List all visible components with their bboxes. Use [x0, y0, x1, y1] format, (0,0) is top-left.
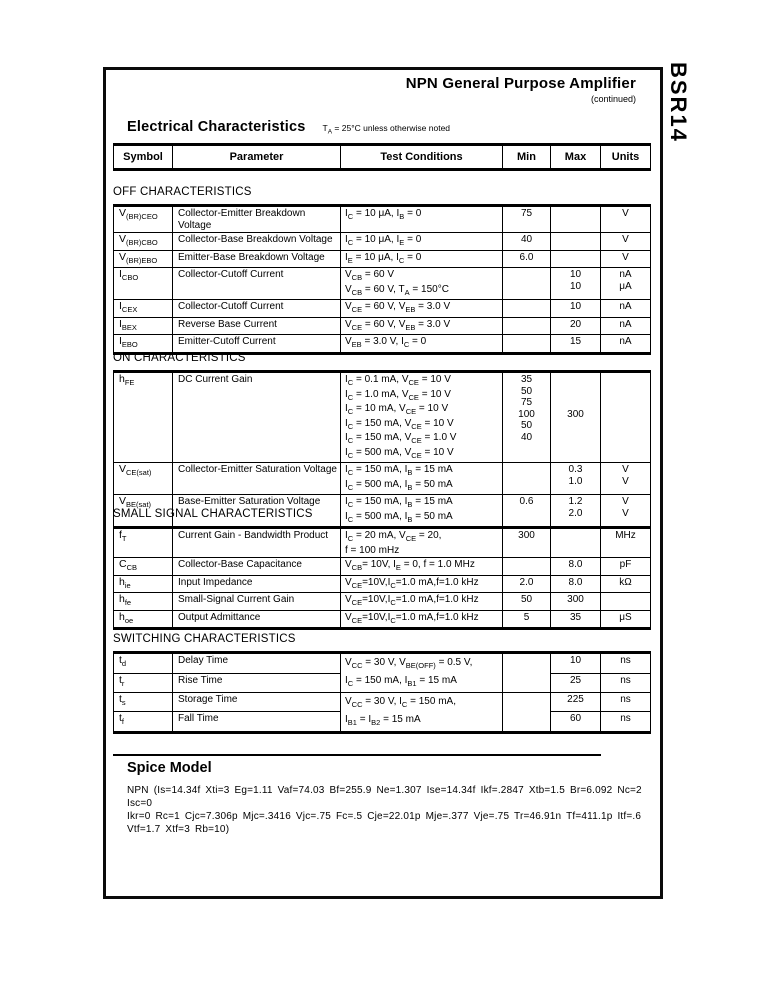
units-cell: V V	[601, 495, 651, 528]
min-cell: 50	[503, 593, 551, 611]
symbol-cell: $h_{FE}$	[114, 372, 173, 463]
symbol-cell: $h_{oe}$	[114, 610, 173, 629]
spec-row	[114, 206, 651, 233]
spec-row	[114, 268, 651, 300]
symbol-cell: $I_{EBO}$	[114, 335, 173, 354]
test-conditions-cell: $V_{CC} = 30$ V, $V_{BE(OFF)} = 0.5$ V, $I_C = 150$ mA, $I_{B1} = 15$ mA	[341, 653, 503, 693]
spice-model-text	[127, 784, 647, 836]
units-cell: ns	[601, 673, 651, 692]
spec-row	[114, 317, 651, 335]
units-cell: μS	[601, 610, 651, 629]
max-cell: 0.3 1.0	[551, 463, 601, 495]
section-title: SWITCHING CHARACTERISTICS	[113, 633, 296, 645]
min-cell: 0.6	[503, 495, 551, 528]
min-cell	[503, 300, 551, 318]
units-cell	[601, 593, 651, 611]
max-cell: 8.0	[551, 575, 601, 593]
units-cell: nA	[601, 335, 651, 354]
electrical-characteristics-heading	[127, 119, 450, 136]
symbol-cell: $t_r$	[114, 673, 173, 692]
test-conditions-cell: $I_C = 150$ mA, $I_B = 15$ mA $I_C = 500$ mA, $I_B = 50$ mA	[341, 495, 503, 528]
spec-row	[114, 693, 651, 712]
spec-row	[114, 463, 651, 495]
symbol-cell: $t_d$	[114, 653, 173, 674]
test-conditions-cell: $I_C = 20$ mA, $V_{CE} = 20$, f = 100 mHz	[341, 528, 503, 558]
symbol-cell: $t_s$	[114, 693, 173, 712]
test-conditions-cell: $I_C = 150$ mA, $I_B = 15$ mA $I_C = 500$ mA, $I_B = 50$ mA	[341, 463, 503, 495]
max-cell	[551, 206, 601, 233]
max-cell: 300	[551, 372, 601, 463]
test-conditions-cell: $I_C = 10$ μA, $I_B = 0$	[341, 206, 503, 233]
column-header-parameter: Parameter	[173, 145, 341, 170]
max-cell: 300	[551, 593, 601, 611]
min-cell: 35 50 75 100 50 40	[503, 372, 551, 463]
column-header-max: Max	[551, 145, 601, 170]
min-cell: 5	[503, 610, 551, 629]
page-content	[106, 70, 660, 896]
min-cell	[503, 317, 551, 335]
section-off-characteristics	[113, 186, 651, 355]
parameter-cell: Collector-Cutoff Current	[173, 300, 341, 318]
units-cell: kΩ	[601, 575, 651, 593]
part-number-vertical: BSR14	[666, 62, 691, 143]
parameter-cell: Collector-Base Capacitance	[173, 558, 341, 576]
section-title: SMALL SIGNAL CHARACTERISTICS	[113, 508, 313, 520]
units-cell: nA	[601, 300, 651, 318]
parameter-cell: Collector-Emitter Breakdown Voltage	[173, 206, 341, 233]
min-cell: 75	[503, 206, 551, 233]
test-conditions-cell: $V_{CC} = 30$ V, $I_C = 150$ mA, $I_{B1} = I_{B2} = 15$ mA	[341, 693, 503, 733]
parameter-cell: Emitter-Base Breakdown Voltage	[173, 250, 341, 268]
symbol-cell: $C_{CB}$	[114, 558, 173, 576]
section-title: ON CHARACTERISTICS	[113, 352, 246, 364]
units-cell: V	[601, 233, 651, 251]
units-cell: V	[601, 206, 651, 233]
units-cell: ns	[601, 693, 651, 712]
max-cell: 60	[551, 712, 601, 733]
max-cell: 10	[551, 300, 601, 318]
max-cell: 35	[551, 610, 601, 629]
max-cell: 25	[551, 673, 601, 692]
parameter-cell: Emitter-Cutoff Current	[173, 335, 341, 354]
min-cell: 2.0	[503, 575, 551, 593]
symbol-cell: $f_T$	[114, 528, 173, 558]
min-cell	[503, 653, 551, 693]
spec-row	[114, 653, 651, 674]
min-cell	[503, 268, 551, 300]
switching-characteristics-table-mount	[113, 651, 651, 734]
units-cell: V	[601, 250, 651, 268]
units-cell	[601, 372, 651, 463]
test-conditions-cell: $V_{CE}=10V,I_C=1.0$ mA,f=1.0 kHz	[341, 593, 503, 611]
max-cell	[551, 233, 601, 251]
parameter-cell: Rise Time	[173, 673, 341, 692]
max-cell: 225	[551, 693, 601, 712]
symbol-cell: $V_{(BR)CEO}$	[114, 206, 173, 233]
spice-model-line: Ikr=0 Rc=1 Cjc=7.306p Mjc=.3416 Vjc=.75 Fc=.5 Cje=22.01p Mje=.377 Vje=.75 Tr=46.91n Tf=411.1p Itf=.6	[127, 811, 642, 822]
max-cell: 8.0	[551, 558, 601, 576]
symbol-cell: $h_{ie}$	[114, 575, 173, 593]
parameter-cell: Collector-Emitter Saturation Voltage	[173, 463, 341, 495]
test-conditions-cell: $I_C = 0.1$ mA, $V_{CE} = 10$ V $I_C = 1.0$ mA, $V_{CE} = 10$ V $I_C = 10$ mA, $V_{CE} = 10$ V $I_C = 150$ mA, $V_{CE} = 10$ V $I_C = 150$ mA, $V_{CE} = 1.0$ V $I_C = 500$ mA, $V_{CE} = 10$ V	[341, 372, 503, 463]
test-conditions-cell: $V_{CB}= 10V$, $I_E = 0$, f = 1.0 MHz	[341, 558, 503, 576]
units-cell: ns	[601, 712, 651, 733]
on-characteristics-table-mount	[113, 370, 651, 529]
max-cell: 10	[551, 653, 601, 674]
spec-row	[114, 610, 651, 629]
page-title: NPN General Purpose Amplifier	[405, 75, 636, 92]
units-cell: ns	[601, 653, 651, 674]
off-characteristics-table-mount	[113, 204, 651, 355]
test-conditions-cell: $V_{CE} = 60$ V, $V_{EB} = 3.0$ V	[341, 317, 503, 335]
test-conditions-cell: $V_{CE} = 60$ V, $V_{EB} = 3.0$ V	[341, 300, 503, 318]
section-small-signal-characteristics	[113, 508, 651, 630]
symbol-cell: $V_{(BR)EBO}$	[114, 250, 173, 268]
section-title: OFF CHARACTERISTICS	[113, 186, 252, 198]
section-on-characteristics	[113, 352, 651, 529]
min-cell	[503, 463, 551, 495]
spec-table	[113, 204, 651, 355]
max-cell: 1.2 2.0	[551, 495, 601, 528]
test-conditions-cell: $V_{CE}=10V,I_C=1.0$ mA,f=1.0 kHz	[341, 575, 503, 593]
max-cell: 10 10	[551, 268, 601, 300]
parameter-cell: Reverse Base Current	[173, 317, 341, 335]
column-header-table	[113, 143, 651, 171]
parameter-cell: Collector-Base Breakdown Voltage	[173, 233, 341, 251]
parameter-cell: Storage Time	[173, 693, 341, 712]
spec-table	[113, 526, 651, 630]
spec-row	[114, 335, 651, 354]
spice-model-heading: Spice Model	[127, 760, 212, 776]
spec-table	[113, 651, 651, 734]
spice-section-divider	[113, 754, 601, 756]
test-conditions-cell: $I_C = 10$ μA, $I_E = 0$	[341, 233, 503, 251]
min-cell: 6.0	[503, 250, 551, 268]
column-header-min: Min	[503, 145, 551, 170]
symbol-cell: $I_{CBO}$	[114, 268, 173, 300]
test-conditions-cell: $V_{CB} = 60$ V $V_{CB} = 60$ V, $T_A = 150^\circ C$	[341, 268, 503, 300]
symbol-cell: $I_{CEX}$	[114, 300, 173, 318]
spec-row	[114, 372, 651, 463]
spec-row	[114, 575, 651, 593]
column-header-units: Units	[601, 145, 651, 170]
max-cell	[551, 250, 601, 268]
symbol-cell: $h_{fe}$	[114, 593, 173, 611]
units-cell: MHz	[601, 528, 651, 558]
min-cell: 300	[503, 528, 551, 558]
test-conditions-cell: $I_E = 10$ μA, $I_C = 0$	[341, 250, 503, 268]
symbol-cell: $V_{BE(sat)}$	[114, 495, 173, 528]
min-cell	[503, 558, 551, 576]
spec-row	[114, 300, 651, 318]
min-cell	[503, 335, 551, 354]
units-cell: V V	[601, 463, 651, 495]
parameter-cell: Output Admittance	[173, 610, 341, 629]
spice-model-line: Vtf=1.7 Xtf=3 Rb=10)	[127, 824, 230, 835]
units-cell: pF	[601, 558, 651, 576]
column-header-symbol: Symbol	[114, 145, 173, 170]
parameter-cell: Fall Time	[173, 712, 341, 733]
small-signal-characteristics-table-mount	[113, 526, 651, 630]
parameter-cell: Input Impedance	[173, 575, 341, 593]
test-conditions-cell: $V_{EB} = 3.0$ V, $I_C = 0$	[341, 335, 503, 354]
units-cell: nA	[601, 317, 651, 335]
electrical-characteristics-title: Electrical Characteristics	[127, 119, 306, 135]
max-cell: 20	[551, 317, 601, 335]
parameter-cell: Current Gain - Bandwidth Product	[173, 528, 341, 558]
parameter-cell: Collector-Cutoff Current	[173, 268, 341, 300]
spec-table	[113, 370, 651, 529]
max-cell	[551, 528, 601, 558]
units-cell: nA μA	[601, 268, 651, 300]
section-switching-characteristics	[113, 633, 651, 734]
max-cell: 15	[551, 335, 601, 354]
min-cell	[503, 693, 551, 733]
spec-row	[114, 593, 651, 611]
page-frame	[103, 67, 663, 899]
spice-model-line: NPN (Is=14.34f Xti=3 Eg=1.11 Vaf=74.03 Bf=255.9 Ne=1.307 Ise=14.34f Ikf=.2847 Xtb=1.5 Br=6.092 Nc=2 Isc=0	[127, 785, 642, 809]
continued-note: (continued)	[590, 94, 636, 104]
temperature-note: $T_A = 25^\circ C$ unless otherwise noted	[322, 123, 451, 136]
symbol-cell: $V_{CE(sat)}$	[114, 463, 173, 495]
column-header-row	[114, 145, 651, 170]
column-header-test-conditions: Test Conditions	[341, 145, 503, 170]
spec-row	[114, 233, 651, 251]
spec-row	[114, 558, 651, 576]
parameter-cell: Base-Emitter Saturation Voltage	[173, 495, 341, 528]
test-conditions-cell: $V_{CE}=10V,I_C=1.0$ mA,f=1.0 kHz	[341, 610, 503, 629]
parameter-cell: DC Current Gain	[173, 372, 341, 463]
symbol-cell: $I_{BEX}$	[114, 317, 173, 335]
symbol-cell: $V_{(BR)CBO}$	[114, 233, 173, 251]
parameter-cell: Small-Signal Current Gain	[173, 593, 341, 611]
parameter-cell: Delay Time	[173, 653, 341, 674]
spec-row	[114, 250, 651, 268]
min-cell: 40	[503, 233, 551, 251]
spec-row	[114, 528, 651, 558]
symbol-cell: $t_f$	[114, 712, 173, 733]
